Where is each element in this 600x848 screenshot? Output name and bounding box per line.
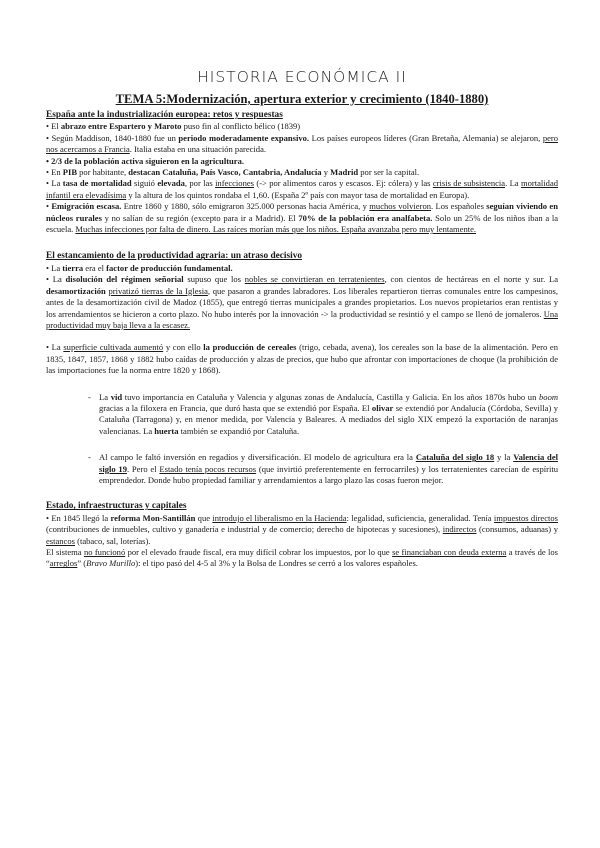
paragraph: • La superficie cultivada aumentó y con ello la producción de cereales (trigo, cebada, avena), los cereales son la base de la alimentación. Pero en 1835, 1847, 1857, 1868 y 1882 hubo caídas de producción y alzas de precios, que hubo que afrontar con importaciones de choque (la prohibición de las importaciones fue la norma entre 1820 y 1868). — [46, 342, 559, 376]
paragraph: • En PIB por habitante, destacan Cataluña, País Vasco, Cantabria, Andalucía y Madrid por ser la capital. — [46, 167, 420, 178]
paragraph: • La tierra era el factor de producción fundamental. — [46, 262, 233, 273]
list-item: - La vid tuvo importancia en Cataluña y Valencia y algunas zonas de Andalucía, Castilla y Galicia. En los años 1870s hubo un boom gracias a la filoxera en Francia, que duró hasta que se extendió por España. El olivar se extendió por Andalucía (Córdoba, Sevilla) y Cataluña (Tarragona) y, en menor medida, por Valencia y Baleares. A mediados del siglo XIX empezó la exportación de naranjas valencianas. La huerta también se expandió por Cataluña. — [88, 391, 559, 436]
section-heading-estado: Estado, infraestructuras y capitales — [46, 501, 187, 512]
paragraph: • El abrazo entre Espartero y Maroto puso fin al conflicto bélico (1839) — [46, 121, 301, 132]
section-heading-industrializacion: España ante la industrialización europea: retos y respuestas — [46, 110, 283, 120]
document-title: HISTORIA ECONÓMICA II — [197, 68, 407, 86]
paragraph: El sistema no funcionó por el elevado fraude fiscal, era muy difícil cobrar los impuestos, por lo que se financiaban con deuda externa a través de los “arreglos” (Bravo Murillo): el tipo pasó del 4-5 al 3% y la Bolsa de Londres se cerró a los valores españoles. — [46, 547, 558, 569]
paragraph: • La tasa de mortalidad siguió elevada, por las infecciones (-> por alimentos caros y escasos. Ej: cólera) y las crisis de subsistencia. La mortalidad infantil era elevadísima y la altura de los quintos rondaba el 1,60. (España 2º país con mayor tasa de mortalidad en Europa). — [46, 178, 559, 200]
dash-bullet: - — [88, 391, 91, 402]
topic-title: TEMA 5:Modernización, apertura exterior y crecimiento (1840-1880) — [115, 92, 489, 106]
paragraph: • En 1845 llegó la reforma Mon-Santillán que introdujo el liberalismo en la Hacienda: legalidad, suficiencia, generalidad. Tenía impuestos directos (contribuciones de inmuebles, cultivo y ganadería e industrial y de comercio; derecho de hipotecas y sucesiones), indirectos (consumos, aduanas) y estancos (tabaco, sal, loterías). — [46, 512, 558, 546]
section-heading-productividad-agraria: El estancamiento de la productividad agraria: un atraso decisivo — [46, 251, 303, 262]
paragraph: • La disolución del régimen señorial supuso que los nobles se convirtieran en terratenientes, con cientos de hectáreas en el norte y sur. La desamortización privatizó tierras de la Iglesia, que pasaron a grandes labradores. Los liberales repartieron tierras comunales entre los campesinos, antes de la desamortización civil de Madoz (1855), que entregó tierras municipales a grandes propietarios. Los nuevos propietarios eran rentistas y los arrendamientos se hicieron a corto plazo. No hubo interés por la innovación -> la productividad se resintió y el campo se llenó de jornaleros. Una productividad muy baja lleva a la escasez. — [46, 274, 558, 330]
paragraph: • Emigración escasa. Entre 1860 y 1880, sólo emigraron 325.000 personas hacia América, y muchos volvieron. Los españoles seguían viviendo en núcleos rurales y no salían de su región (excepto para ir a Madrid). El 70% de la población era analfabeta. Solo un 25% de los niños iban a la escuela. Muchas infecciones por falta de dinero. Las raíces morían más que los niños. España avanzaba pero muy lentamente. — [46, 201, 558, 235]
document-page — [46, 68, 558, 570]
dash-bullet: - — [88, 452, 91, 463]
list-item: - Al campo le faltó inversión en regadíos y diversificación. El modelo de agricultura era la Cataluña del siglo 18 y la Valencia del siglo 19. Pero el Estado tenía pocos recursos (que invirtió preferentemente en ferrocarriles) y los terratenientes carecían de espíritu emprendedor. Donde hubo propiedad familiar y arrendamientos a largo plazo las cosas fueron mejor. — [88, 452, 558, 485]
paragraph: • 2/3 de la población activa siguieron en la agricultura. — [46, 155, 244, 166]
paragraph: • Según Maddison, 1840-1880 fue un periodo moderadamente expansivo. Los países europeos líderes (Gran Bretaña, Alemania) se alejaron, pero nos acercamos a Francia. Italia estaba en una situación parecida. — [46, 132, 558, 155]
